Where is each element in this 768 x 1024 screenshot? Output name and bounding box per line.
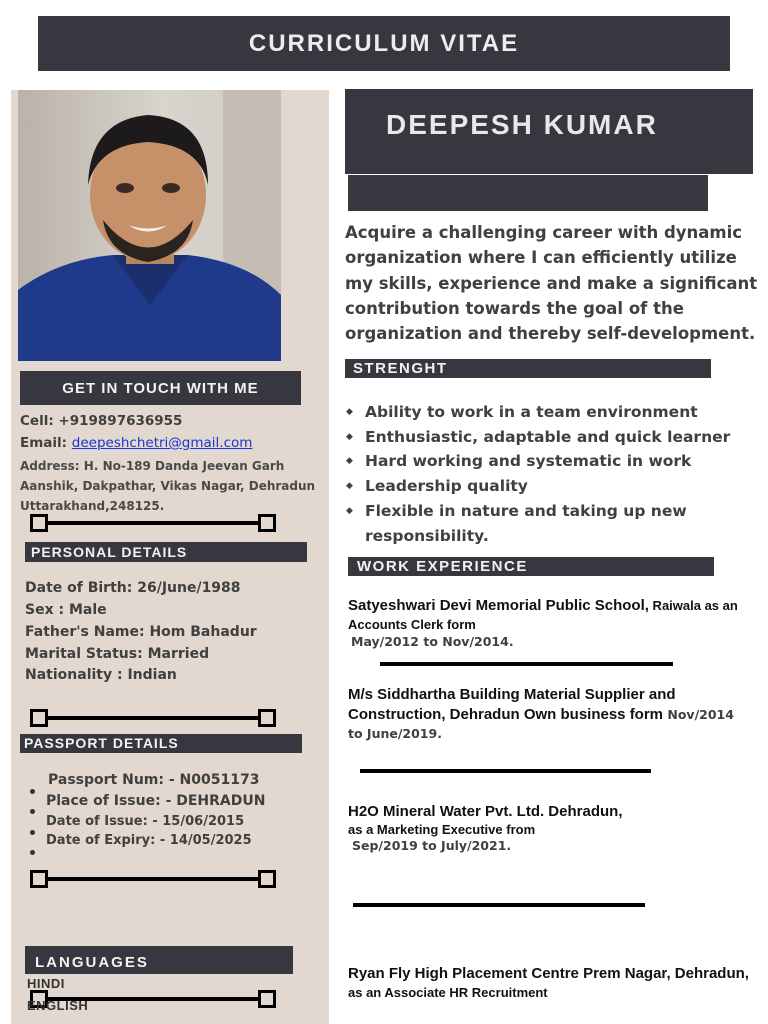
personal-row: Father's Name: Hom Bahadur: [25, 624, 257, 640]
bullet-icon: [30, 789, 35, 794]
strength-item: ◆ Ability to work in a team environment: [345, 400, 745, 425]
work-heading-bar: [348, 557, 714, 576]
cell-number: +919897636955: [58, 413, 183, 429]
profile-photo: [18, 90, 281, 361]
divider-slider: [30, 708, 276, 728]
job-role: as a Marketing Executive from: [348, 822, 536, 837]
divider-slider: [30, 869, 276, 889]
bullet-icon: [30, 830, 35, 835]
contact-heading: GET IN TOUCH WITH ME: [62, 379, 259, 397]
address: Address: H. No-189 Danda Jeevan Garh Aanshik, Dakpathar, Vikas Nagar, Dehradun Uttarakhand,248125.: [20, 459, 316, 513]
personal-row: Nationality : Indian: [25, 667, 177, 683]
email-link[interactable]: deepeshchetri@gmail.com: [71, 435, 253, 451]
passport-heading: PASSPORT DETAILS: [24, 735, 179, 751]
email-label: Email:: [20, 435, 68, 451]
work-heading: WORK EXPERIENCE: [357, 558, 528, 575]
cv-title: CURRICULUM VITAE: [248, 29, 520, 57]
languages-heading: LANGUAGES: [35, 954, 149, 971]
job-title: Satyeshwari Devi Memorial Public School,: [348, 597, 649, 614]
candidate-name: DEEPESH KUMAR: [386, 109, 658, 140]
personal-row: Date of Birth: 26/June/1988: [25, 580, 241, 596]
job-title: M/s Siddhartha Building Material Supplier and Construction, Dehradun Own business form: [348, 686, 676, 723]
passport-row: Passport Num: - N0051173: [48, 772, 260, 788]
job-entry: [348, 964, 758, 1002]
bullet-icon: [30, 850, 35, 855]
sidebar: [11, 90, 329, 1024]
job-divider: [353, 903, 645, 907]
cell-label: Cell:: [20, 413, 54, 429]
job-title: H2O Mineral Water Pvt. Ltd. Dehradun,: [348, 803, 623, 820]
job-entry: [348, 685, 748, 743]
cv-title-bar: [38, 16, 730, 71]
strength-list: [345, 400, 745, 548]
strength-item: ◆ Leadership quality: [345, 474, 745, 499]
passport-row: Date of Expiry: - 14/05/2025: [46, 833, 252, 848]
strength-heading: STRENGHT: [353, 360, 448, 377]
passport-row: Date of Issue: - 15/06/2015: [46, 814, 245, 829]
job-role: as an Associate HR Recruitment: [348, 985, 548, 1000]
personal-heading-bar: [25, 542, 307, 562]
divider-slider: [30, 513, 276, 533]
job-dates: Sep/2019 to July/2021.: [352, 838, 512, 853]
job-role: Raiwala as an Accounts Clerk form: [348, 598, 738, 632]
passport-heading-bar: [20, 734, 302, 753]
passport-row: Place of Issue: - DEHRADUN: [46, 793, 266, 809]
cell-line: [20, 413, 182, 429]
job-entry: [348, 802, 748, 853]
job-entry: [348, 596, 748, 649]
career-objective: Acquire a challenging career with dynamic organization where I can efficiently utilize my skills, experience and make a significant contribution towards the goal of the organization and thereby self-development.: [345, 223, 758, 344]
strength-item: ◆ Hard working and systematic in work: [345, 449, 745, 474]
name-underbar: [348, 175, 708, 211]
profile-photo-illustration: [18, 90, 281, 361]
name-box: [345, 89, 753, 174]
strength-item: ◆ Flexible in nature and taking up new responsibility.: [345, 499, 745, 548]
job-dates: Nov/2014 to June/2019.: [348, 707, 734, 741]
job-divider: [380, 662, 673, 666]
strength-item: ◆ Enthusiastic, adaptable and quick learner: [345, 425, 745, 450]
bullet-icon: [30, 809, 35, 814]
strength-heading-bar: [345, 359, 711, 378]
job-divider: [360, 769, 651, 773]
languages-heading-bar: [25, 946, 293, 974]
personal-row: Sex : Male: [25, 602, 107, 618]
language-item: HINDI: [27, 976, 65, 991]
language-item: ENGLISH: [27, 998, 89, 1013]
email-line: [20, 435, 252, 451]
personal-row: Marital Status: Married: [25, 646, 210, 662]
personal-heading: PERSONAL DETAILS: [31, 544, 188, 560]
contact-heading-bar: [20, 371, 301, 405]
job-dates: May/2012 to Nov/2014.: [351, 634, 514, 649]
job-title: Ryan Fly High Placement Centre Prem Nagar, Dehradun,: [348, 965, 749, 982]
